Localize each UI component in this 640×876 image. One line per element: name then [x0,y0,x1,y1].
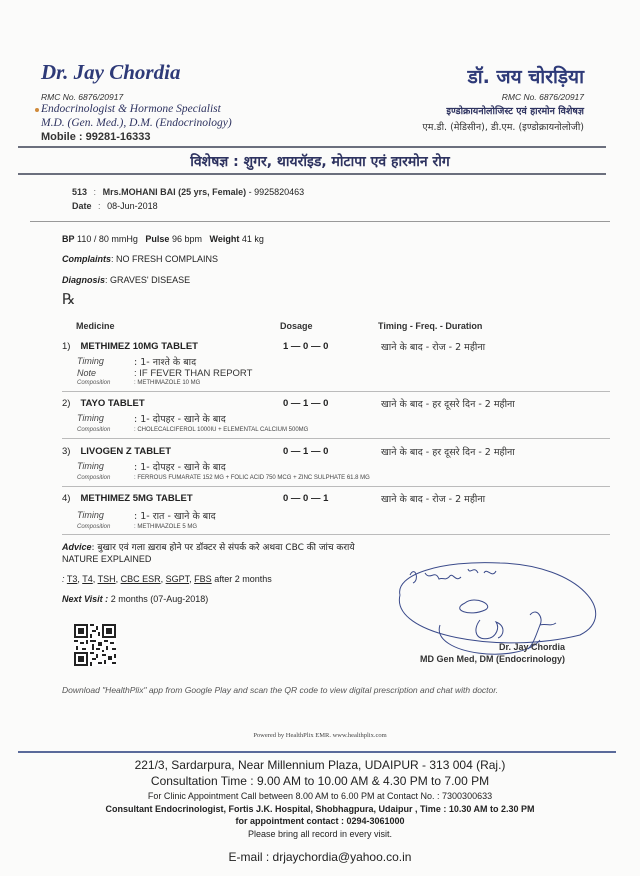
fortis-consultant-info: Consultant Endocrinologist, Fortis J.K. Hospital, Shobhagpura, Udaipur , Time : 10.30 AM to 2.30 PM [105,804,535,814]
medicine-number: 1) [62,341,71,352]
advice-value: : बुखार एवं गला ख़राब होने पर डॉक्टर से संपर्क करे अथवा CBC की जांच कराये [91,543,355,553]
timing-value: : 1- नाश्ते के बाद [134,357,197,368]
mobile-number: Mobile : 99281-16333 [41,131,151,143]
signature-doctor-degree: MD Gen Med, DM (Endocrinology) [420,654,565,664]
test-item: T4 [82,574,93,584]
diagnosis [62,275,190,285]
medicine-schedule: खाने के बाद - रोज - 2 महीना [381,342,486,353]
timing-label: Timing [77,461,104,471]
clinic-address: 221/3, Sardarpura, Near Millennium Plaza, UDAIPUR - 313 004 (Raj.) [134,758,506,772]
patient-info: 513 : Mrs.MOHANI BAI (25 yrs, Female) - 9925820463 [72,187,305,197]
row-divider [62,534,610,535]
date-value: 08-Jun-2018 [107,201,158,211]
weight-value: 41 kg [241,234,264,244]
bullet-icon [35,108,39,112]
consultation-time: Consultation Time : 9.00 AM to 10.00 AM & 4.30 PM to 7.00 PM [150,774,490,788]
specialty-english-text: Endocrinologist & Hormone Specialist [41,103,221,115]
advice-label: Advice [62,542,92,552]
composition-value: : FERROUS FUMARATE 152 MG + FOLIC ACID 750 MCG + ZINC SULPHATE 61.8 MG [134,475,370,481]
medicine-name-text: TAYO TABLET [80,398,145,409]
test-item: CBC ESR [120,574,161,584]
medicine-number: 2) [62,398,71,409]
medicine-schedule: खाने के बाद - हर दूसरे दिन - 2 महीना [381,399,515,410]
pulse-value: 96 bpm [171,234,202,244]
timing-value: : 1- दोपहर - खाने के बाद [134,414,226,425]
composition-label: Composition [77,427,111,433]
specialty-hindi: इण्डोक्रायनोलोजिस्ट एवं हारमोन विशेषज्ञ [446,106,584,117]
header-medicine: Medicine [76,321,115,331]
timing-label: Timing [77,356,104,366]
medicine-dosage: 0 — 0 — 1 [283,493,329,504]
header-dosage: Dosage [280,321,313,331]
handwritten-signature [380,555,610,665]
degree-english: M.D. (Gen. Med.), D.M. (Endocrinology) [41,117,232,129]
vitals [62,234,264,244]
diagnosis-value: : GRAVES' DISEASE [105,275,191,285]
download-app-note: Download "HealthPlix" app from Google Play and scan the QR code to view digital prescription and chat with doctor. [62,685,499,695]
signature-doctor-name: Dr. Jay Chordia [498,642,565,652]
composition-label: Composition [77,524,111,530]
patient-name: Mrs.MOHANI BAI (25 yrs, Female) [102,187,247,197]
medicine-dosage: 1 — 0 — 0 [283,341,329,352]
row-divider [62,391,610,392]
doctor-name-english: Dr. Jay Chordia [41,60,181,84]
specialty-english [41,103,221,115]
rmc-number-hindi-side: RMC No. 6876/20917 [501,92,584,102]
powered-by: Powered by HealthPlix EMR. www.healthplix.com [253,732,387,739]
test-item: FBS [194,574,212,584]
next-visit-label: Next Visit : [62,594,109,604]
weight-label: Weight [209,234,240,244]
complaints-value: : NO FRESH COMPLAINS [111,254,219,264]
test-item: SGPT [165,574,190,584]
tests: : T3, T4, TSH, CBC ESR, SGPT, FBS after 2 months [62,574,272,584]
complaints-label: Complaints [62,254,112,264]
medicine-name [62,493,193,504]
composition-label: Composition [77,475,111,481]
header-divider [18,146,606,148]
tests-prefix: : [62,574,65,584]
email-address: E-mail : drjaychordia@yahoo.co.in [228,850,412,864]
timing-value: : 1- रात - खाने के बाद [134,511,216,522]
doctor-name-hindi: डॉ. जय चोरड़िया [467,66,584,88]
medicine-schedule: खाने के बाद - रोज - 2 महीना [381,494,486,505]
records-note: Please bring all record in every visit. [247,829,393,839]
medicine-dosage: 0 — 1 — 0 [283,446,329,457]
complaints [62,254,218,264]
advice-note: NATURE EXPLAINED [62,554,152,564]
test-item: TSH [97,574,116,584]
composition-value: : METHIMAZOLE 10 MG [134,380,201,386]
note-label: Note [77,368,97,378]
bp-label: BP [62,234,75,244]
rx-icon: ℞ [62,292,76,308]
footer-divider [18,751,616,753]
timing-label: Timing [77,413,104,423]
fortis-appointment-contact: for appointment contact : 0294-3061000 [235,816,405,826]
medicine-schedule: खाने के बाद - हर दूसरे दिन - 2 महीना [381,447,515,458]
row-divider [62,486,610,487]
composition-value: : CHOLECALCIFEROL 1000IU + ELEMENTAL CALCIUM 500MG [134,427,309,433]
bp-value: 110 / 80 mmHg [77,234,138,244]
date-label: Date [72,201,92,211]
medicine-name-text: METHIMEZ 10MG TABLET [80,341,198,352]
patient-phone: - 9925820463 [248,187,305,197]
timing-value: : 1- दोपहर - खाने के बाद [134,462,226,473]
medicine-number: 4) [62,493,71,504]
test-item: T3 [66,574,78,584]
specialty-tagline: विशेषज्ञ : शुगर, थायरॉइड, मोटापा एवं हारमोन रोग [190,154,450,170]
medicine-dosage: 0 — 1 — 0 [283,398,329,409]
visit-date: Date : 08-Jun-2018 [72,201,158,211]
qr-code-icon [74,624,116,666]
medicine-name-text: LIVOGEN Z TABLET [80,446,172,457]
header-timing: Timing - Freq. - Duration [378,321,483,331]
next-visit-value: 2 months (07-Aug-2018) [110,594,209,604]
medicine-name [62,341,198,352]
degree-hindi: एम.डी. (मेडिसीन), डी.एम. (इण्डोक्रायनोलोजी) [422,122,584,133]
next-visit [62,594,208,604]
timing-label: Timing [77,510,104,520]
medicine-name [62,398,145,409]
medicine-name [62,446,171,457]
medicine-name-text: METHIMEZ 5MG TABLET [80,493,193,504]
pulse-label: Pulse [145,234,170,244]
composition-value: : METHIMAZOLE 5 MG [134,524,198,530]
diagnosis-label: Diagnosis [62,275,106,285]
tests-suffix: after 2 months [214,574,272,584]
medicine-number: 3) [62,446,71,457]
composition-label: Composition [77,380,111,386]
patient-divider [30,221,610,222]
appointment-info: For Clinic Appointment Call between 8.00 AM to 6.00 PM at Contact No. : 7300300633 [147,791,493,801]
note-value: : IF FEVER THAN REPORT [134,368,253,379]
rmc-number-english: RMC No. 6876/20917 [41,92,124,102]
row-divider [62,438,610,439]
patient-id: 513 [72,187,88,197]
advice [62,540,355,553]
tagline-divider [18,173,606,175]
